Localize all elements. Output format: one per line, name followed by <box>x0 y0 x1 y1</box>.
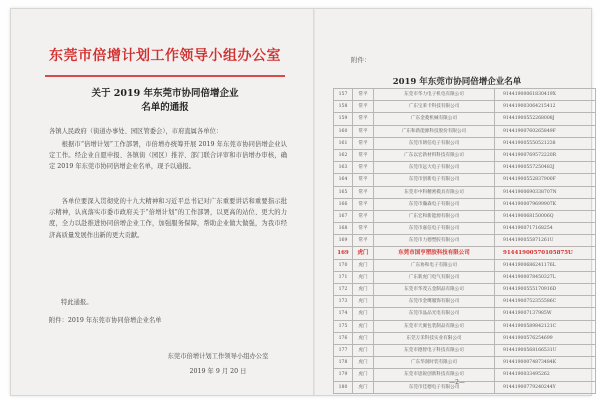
notice-paragraph-1: 根据市“倍增计划”工作部署，市倍增办统筹开展 2019 年东莞市协同倍增企业认定工作。经企业自愿申报、各镇街（园区）推荐、部门联合评审和市倍增办审核，确定 2019 年东莞市协同倍增企业名单，现予以通报。 <box>49 141 287 171</box>
row-credit-code: 914419005550521238 <box>495 137 596 149</box>
row-company-name: 广东金菱机械有限公司 <box>374 113 495 125</box>
document-spread <box>10 8 592 396</box>
enterprise-table <box>333 88 596 394</box>
page-gutter <box>313 9 315 395</box>
row-town: 虎门 <box>353 296 374 308</box>
row-number: 171 <box>334 271 353 283</box>
row-company-name: 广东新虎门电气有限公司 <box>374 271 495 283</box>
row-number: 158 <box>334 101 353 113</box>
row-town: 虎门 <box>353 247 374 259</box>
table-row <box>334 308 596 320</box>
row-company-name: 东莞市中科精密模具有限公司 <box>374 186 495 198</box>
row-credit-code: 91441900552268008J <box>495 113 596 125</box>
row-credit-code: 9144190068150006Q <box>495 210 596 222</box>
table-row <box>334 344 596 356</box>
annex-page <box>329 15 585 391</box>
table-row <box>334 198 596 210</box>
row-town: 虎门 <box>353 332 374 344</box>
letterhead: 东莞市倍增计划工作领导小组办公室 <box>49 48 281 64</box>
row-number: 165 <box>334 186 353 198</box>
table-row <box>334 210 596 222</box>
row-number: 168 <box>334 223 353 235</box>
row-town: 常平 <box>353 113 374 125</box>
row-town: 常平 <box>353 149 374 161</box>
row-credit-code: 91441900576254699 <box>495 332 596 344</box>
row-town: 虎门 <box>353 320 374 332</box>
table-row <box>334 125 596 137</box>
row-town: 常平 <box>353 101 374 113</box>
table-row <box>334 271 596 283</box>
table-row <box>334 137 596 149</box>
row-company-name: 广东宝莱卡科技有限公司 <box>374 101 495 113</box>
row-number: 177 <box>334 344 353 356</box>
table-row <box>334 296 596 308</box>
row-credit-code: 91441900557250483J <box>495 162 596 174</box>
row-town: 常平 <box>353 235 374 247</box>
table-row <box>334 101 596 113</box>
row-company-name: 东莞市金鹰服饰有限公司 <box>374 296 495 308</box>
row-number: 172 <box>334 284 353 296</box>
row-credit-code: 91441900779240244Y <box>495 381 596 393</box>
row-number: 169 <box>334 235 353 247</box>
row-company-name: 广东华润时装有限公司 <box>374 357 495 369</box>
signing-organization: 东莞市倍增计划工作领导小组办公室 <box>167 353 269 360</box>
row-town: 虎门 <box>353 284 374 296</box>
row-credit-code: 91441900752355586C <box>495 296 596 308</box>
page-number: —2— <box>449 379 465 386</box>
row-town: 虎门 <box>353 381 374 393</box>
row-number: 169 <box>334 247 353 259</box>
row-number: 173 <box>334 296 353 308</box>
annex-title: 2019 年东莞市协同倍增企业名单 <box>392 77 522 87</box>
row-company-name: 东莞市创新电子有限公司 <box>374 174 495 186</box>
row-number: 163 <box>334 162 353 174</box>
row-number: 170 <box>334 259 353 271</box>
table-row <box>334 186 596 198</box>
table-row <box>334 162 596 174</box>
table-row <box>334 259 596 271</box>
row-credit-code: 91441900686241176L <box>495 259 596 271</box>
notice-paragraph-2: 各单位要深入贯彻党的十九大精神和习近平总书记对广东重要讲话和重要指示批示精神，认真落实市委市政府关于“倍增计划”的工作部署，以更高的站位、更大的力度，全力以赴推进协同倍增企业工作，加强服务保障，帮助企业做大做强，为我市经济高质量发展作出新的更大贡献。 <box>49 198 287 239</box>
table-row <box>334 113 596 125</box>
table-row-highlighted <box>334 247 596 259</box>
row-number: 176 <box>334 332 353 344</box>
row-credit-code: 91441900570105875U <box>495 247 596 259</box>
row-credit-code: 914419007137985W <box>495 308 596 320</box>
row-credit-code: 91441900079699907K <box>495 198 596 210</box>
row-town: 常平 <box>353 223 374 235</box>
row-credit-code: 91441900690338707N <box>495 186 596 198</box>
row-town: 常平 <box>353 174 374 186</box>
notice-title-line1: 关于 2019 年东莞市协同倍增企业 <box>91 88 239 99</box>
table-row <box>334 320 596 332</box>
row-company-name: 东莞市瀚森电子有限公司 <box>374 198 495 210</box>
row-company-name: 东莞市天翼包装制品有限公司 <box>374 320 495 332</box>
row-town: 常平 <box>353 89 374 101</box>
row-company-name: 东莞市远大电子有限公司 <box>374 162 495 174</box>
row-number: 160 <box>334 125 353 137</box>
notice-page <box>23 15 305 391</box>
addressee: 各镇人民政府（街道办事处、园区管委会），市府直属各单位： <box>49 128 223 135</box>
row-credit-code: 91441900061830419X <box>495 89 596 101</box>
row-town: 虎门 <box>353 259 374 271</box>
row-number: 179 <box>334 369 353 381</box>
table-row <box>334 357 596 369</box>
table-row <box>334 332 596 344</box>
notice-title-line2: 名单的通报 <box>141 102 189 113</box>
row-company-name: 广东以宏新材料科技有限公司 <box>374 149 495 161</box>
row-town: 常平 <box>353 186 374 198</box>
row-company-name: 东莞市力德塑胶有限公司 <box>374 235 495 247</box>
row-town: 虎门 <box>353 271 374 283</box>
row-company-name: 东莞市朗信电子有限公司 <box>374 137 495 149</box>
row-company-name: 东莞市德智电子科技有限公司 <box>374 344 495 356</box>
row-number: 178 <box>334 357 353 369</box>
table-row <box>334 89 596 101</box>
closing-line: 特此通报。 <box>61 299 93 306</box>
row-company-name: 东莞市晶品光电有限公司 <box>374 308 495 320</box>
row-company-name: 东莞市佳德电子有限公司 <box>374 381 495 393</box>
table-row <box>334 284 596 296</box>
row-company-name: 广东宏和新能源有限公司 <box>374 210 495 222</box>
row-number: 157 <box>334 89 353 101</box>
row-number: 166 <box>334 198 353 210</box>
row-company-name: 东莞市国亨塑胶科技有限公司 <box>374 247 495 259</box>
row-town: 虎门 <box>353 357 374 369</box>
row-company-name: 东莞市思锐创新科技有限公司 <box>374 369 495 381</box>
row-number: 167 <box>334 210 353 222</box>
row-company-name: 广东和新能源科技股份有限公司 <box>374 125 495 137</box>
row-number: 159 <box>334 113 353 125</box>
row-town: 虎门 <box>353 369 374 381</box>
row-company-name: 广东协和电子有限公司 <box>374 259 495 271</box>
row-credit-code: 914419003064215412 <box>495 101 596 113</box>
row-number: 175 <box>334 320 353 332</box>
row-number: 180 <box>334 381 353 393</box>
notice-title <box>43 87 287 115</box>
row-town: 虎门 <box>353 344 374 356</box>
row-credit-code: 91441900555170916D <box>495 284 596 296</box>
annex-label: 附件： <box>351 56 371 64</box>
row-town: 常平 <box>353 210 374 222</box>
signing-date: 2019 年 9 月 20 日 <box>189 368 247 375</box>
attachment-line: 附件：2019 年东莞市协同倍增企业名单 <box>49 317 162 324</box>
row-town: 常平 <box>353 125 374 137</box>
table-row <box>334 174 596 186</box>
row-credit-code: 91441900078450327L <box>495 271 596 283</box>
row-credit-code: 91441900717168254 <box>495 223 596 235</box>
row-credit-code: 91441900074873484K <box>495 357 596 369</box>
row-town: 虎门 <box>353 308 374 320</box>
row-credit-code: 9144190055871261U <box>495 235 596 247</box>
table-row <box>334 235 596 247</box>
row-credit-code: 91441900769572220R <box>495 149 596 161</box>
row-company-name: 东莞市嘉信电子有限公司 <box>374 223 495 235</box>
row-number: 161 <box>334 137 353 149</box>
row-town: 常平 <box>353 137 374 149</box>
row-credit-code: 91441900589842121C <box>495 320 596 332</box>
letterhead-red-line <box>45 75 285 77</box>
table-row <box>334 149 596 161</box>
row-number: 164 <box>334 174 353 186</box>
row-number: 162 <box>334 149 353 161</box>
row-town: 常平 <box>353 162 374 174</box>
row-credit-code: 9144190033495262 <box>495 369 596 381</box>
row-town: 常平 <box>353 198 374 210</box>
row-credit-code: 91441900568166531U <box>495 344 596 356</box>
row-company-name: 东莞万禾科技实业有限公司 <box>374 332 495 344</box>
row-credit-code: 91441900760265849F <box>495 125 596 137</box>
table-row <box>334 223 596 235</box>
row-company-name: 东莞市华力电子机电有限公司 <box>374 89 495 101</box>
row-company-name: 东莞市华茂五金制品有限公司 <box>374 284 495 296</box>
row-number: 174 <box>334 308 353 320</box>
row-credit-code: 91441900552837900F <box>495 174 596 186</box>
